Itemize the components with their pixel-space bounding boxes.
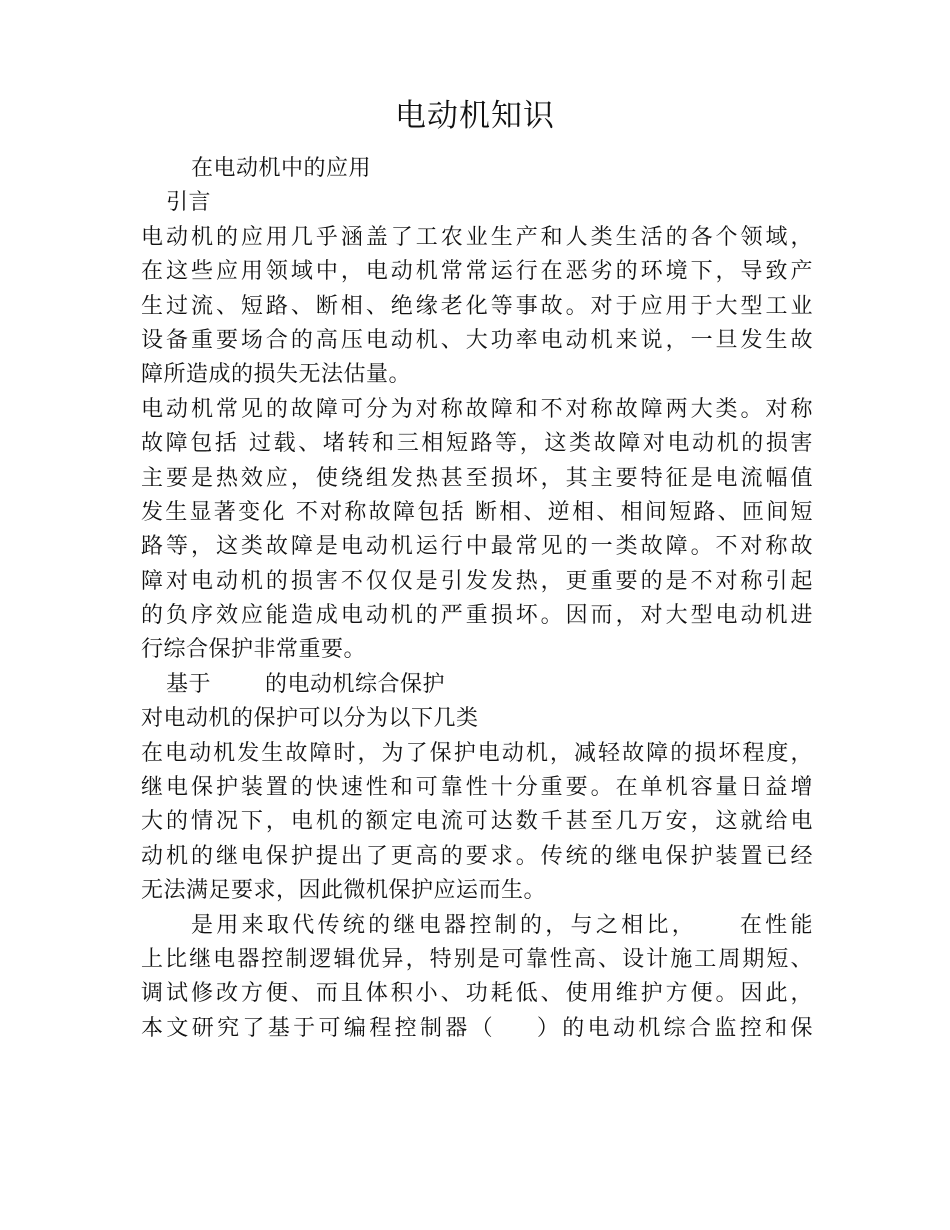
paragraph-line [141, 909, 813, 943]
heading-part: 基于 [166, 671, 212, 697]
paragraph-line: 大的情况下，电机的额定电流可达数千甚至几万安，这就给电 [141, 809, 813, 835]
paragraph-line: 在这些应用领域中，电动机常常运行在恶劣的环境下，导致产 [141, 259, 813, 285]
document-body [141, 152, 813, 1046]
paragraph-line: 发生显著变化 不对称故障包括 断相、逆相、相间短路、匝间短 [141, 499, 813, 525]
paragraph-line: 障所造成的损失无法估量。 [141, 362, 412, 388]
paragraph-line: 故障包括 过载、堵转和三相短路等，这类故障对电动机的损害 [141, 431, 813, 457]
paragraph-line: 行综合保护非常重要。 [141, 637, 367, 663]
line-part: 本文研究了基于可编程控制器（ [141, 1015, 497, 1041]
paragraph-line: 动机的继电保护提出了更高的要求。传统的继电保护装置已经 [141, 843, 813, 869]
paragraph-line: 在电动机发生故障时，为了保护电动机，减轻故障的损坏程度， [141, 740, 813, 766]
paragraph-line: 调试修改方便、而且体积小、功耗低、使用维护方便。因此， [141, 981, 813, 1007]
line-part: 是用来取代传统的继电器控制的，与之相比， [191, 912, 698, 938]
section-heading: 引言 [166, 190, 212, 216]
line-part: 在性能 [737, 912, 813, 938]
line-part: ）的电动机综合监控和保 [534, 1015, 813, 1041]
paragraph-line: 主要是热效应，使绕组发热甚至损坏，其主要特征是电流幅值 [141, 465, 813, 491]
paragraph-line: 上比继电器控制逻辑优异，特别是可靠性高、设计施工周期短、 [141, 946, 813, 972]
section-heading: 在电动机中的应用 [191, 156, 372, 181]
paragraph-line: 路等，这类故障是电动机运行中最常见的一类故障。不对称故 [141, 534, 813, 560]
paragraph-line: 继电保护装置的快速性和可靠性十分重要。在单机容量日益增 [141, 775, 813, 801]
paragraph-line: 的负序效应能造成电动机的严重损坏。因而，对大型电动机进 [141, 603, 813, 629]
paragraph-line: 生过流、短路、断相、绝缘老化等事故。对于应用于大型工业 [141, 293, 813, 319]
paragraph-line: 对电动机的保护可以分为以下几类 [141, 706, 479, 732]
heading-part: 的电动机综合保护 [265, 671, 446, 697]
document-title: 电动机知识 [395, 98, 555, 134]
paragraph-line: 无法满足要求，因此微机保护应运而生。 [141, 878, 547, 904]
paragraph-line [141, 1012, 813, 1046]
paragraph-line: 电动机的应用几乎涵盖了工农业生产和人类生活的各个领域， [141, 224, 813, 250]
paragraph-line: 设备重要场合的高压电动机、大功率电动机来说，一旦发生故 [141, 327, 813, 353]
paragraph-line: 障对电动机的损害不仅仅是引发发热，更重要的是不对称引起 [141, 568, 813, 594]
paragraph-line: 电动机常见的故障可分为对称故障和不对称故障两大类。对称 [141, 396, 813, 422]
section-heading [141, 668, 813, 702]
